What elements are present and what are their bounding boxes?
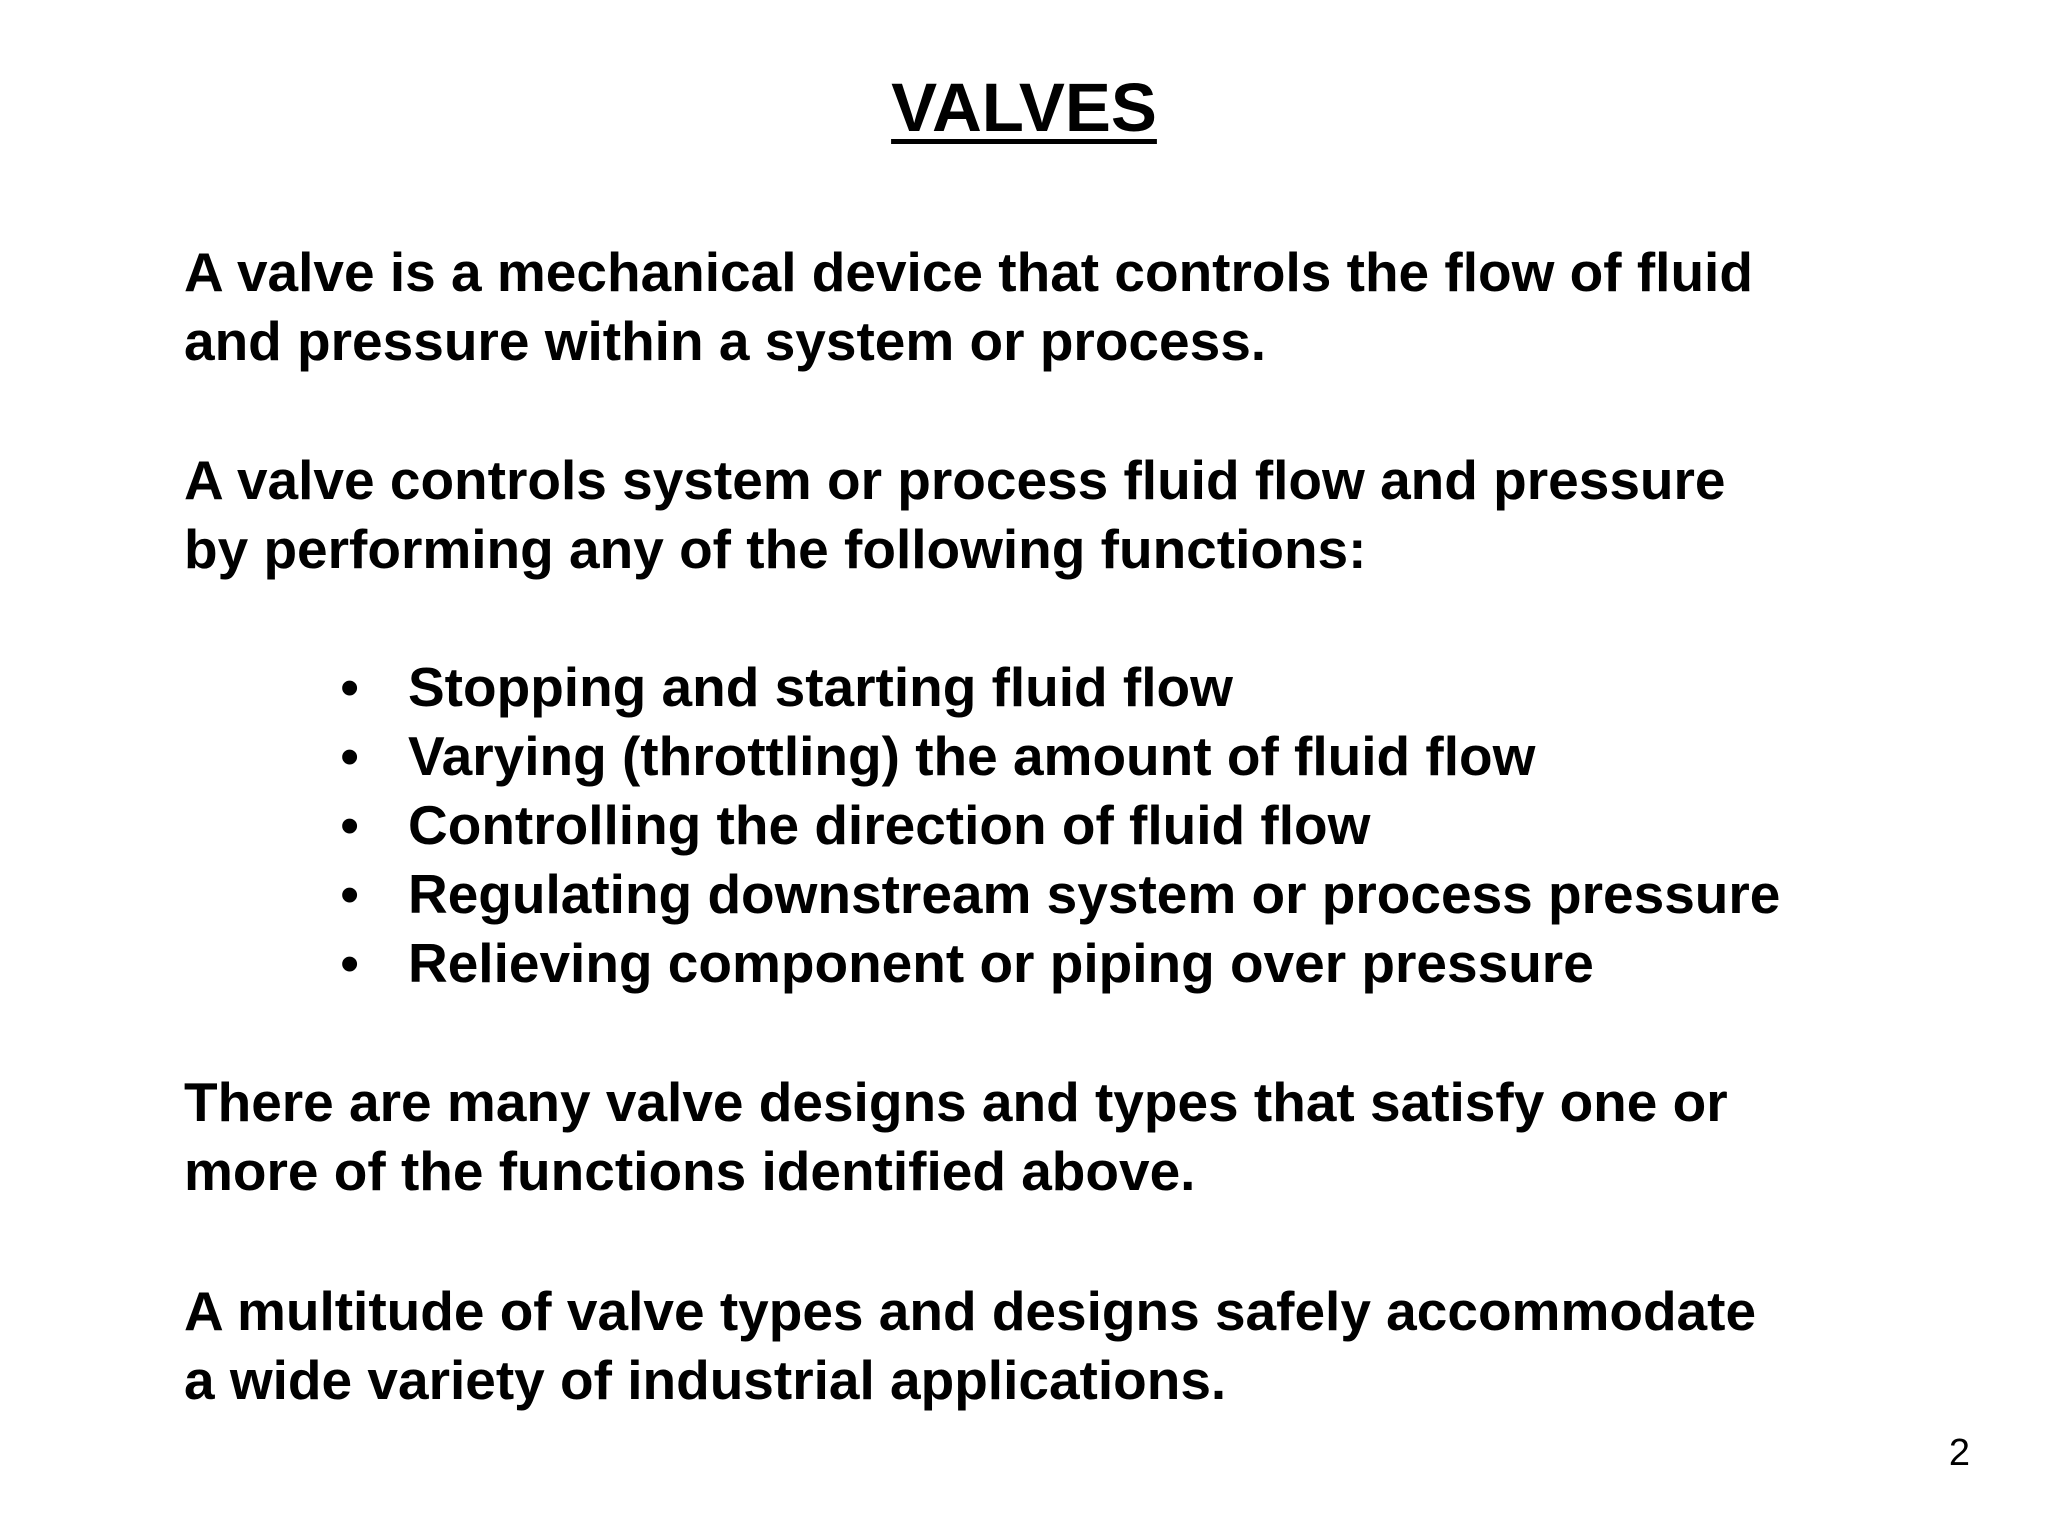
list-item-text: Relieving component or piping over pressure xyxy=(408,932,1594,994)
list-item xyxy=(330,722,1780,791)
functions-intro-paragraph xyxy=(184,446,1884,584)
paragraph-line: A valve controls system or process fluid flow and pressure xyxy=(184,449,1726,511)
slide-title xyxy=(0,68,2048,148)
list-item xyxy=(330,860,1780,929)
bullet-icon: • xyxy=(340,794,360,856)
paragraph-line: by performing any of the following functions: xyxy=(184,518,1367,580)
bullet-icon: • xyxy=(340,932,360,994)
paragraph-line: and pressure within a system or process. xyxy=(184,310,1267,372)
paragraph-line: more of the functions identified above. xyxy=(184,1140,1196,1202)
paragraph-line: A valve is a mechanical device that controls the flow of fluid xyxy=(184,241,1753,303)
list-item-text: Controlling the direction of fluid flow xyxy=(408,794,1371,856)
paragraph-line: A multitude of valve types and designs safely accommodate xyxy=(184,1280,1757,1342)
bullet-icon: • xyxy=(340,863,360,925)
bullet-icon: • xyxy=(340,656,360,718)
list-item xyxy=(330,653,1780,722)
list-item-text: Varying (throttling) the amount of fluid flow xyxy=(408,725,1536,787)
paragraph-line: There are many valve designs and types that satisfy one or xyxy=(184,1071,1728,1133)
designs-paragraph xyxy=(184,1068,1884,1206)
bullet-icon: • xyxy=(340,725,360,787)
applications-paragraph xyxy=(184,1277,1884,1415)
list-item xyxy=(330,929,1780,998)
list-item-text: Regulating downstream system or process pressure xyxy=(408,863,1781,925)
page-number: 2 xyxy=(1948,1432,1970,1474)
slide-title-text: VALVES xyxy=(891,69,1157,146)
list-item-text: Stopping and starting fluid flow xyxy=(408,656,1233,718)
functions-list xyxy=(330,653,1780,998)
paragraph-line: a wide variety of industrial applications. xyxy=(184,1349,1227,1411)
definition-paragraph xyxy=(184,238,1884,376)
list-item xyxy=(330,791,1780,860)
